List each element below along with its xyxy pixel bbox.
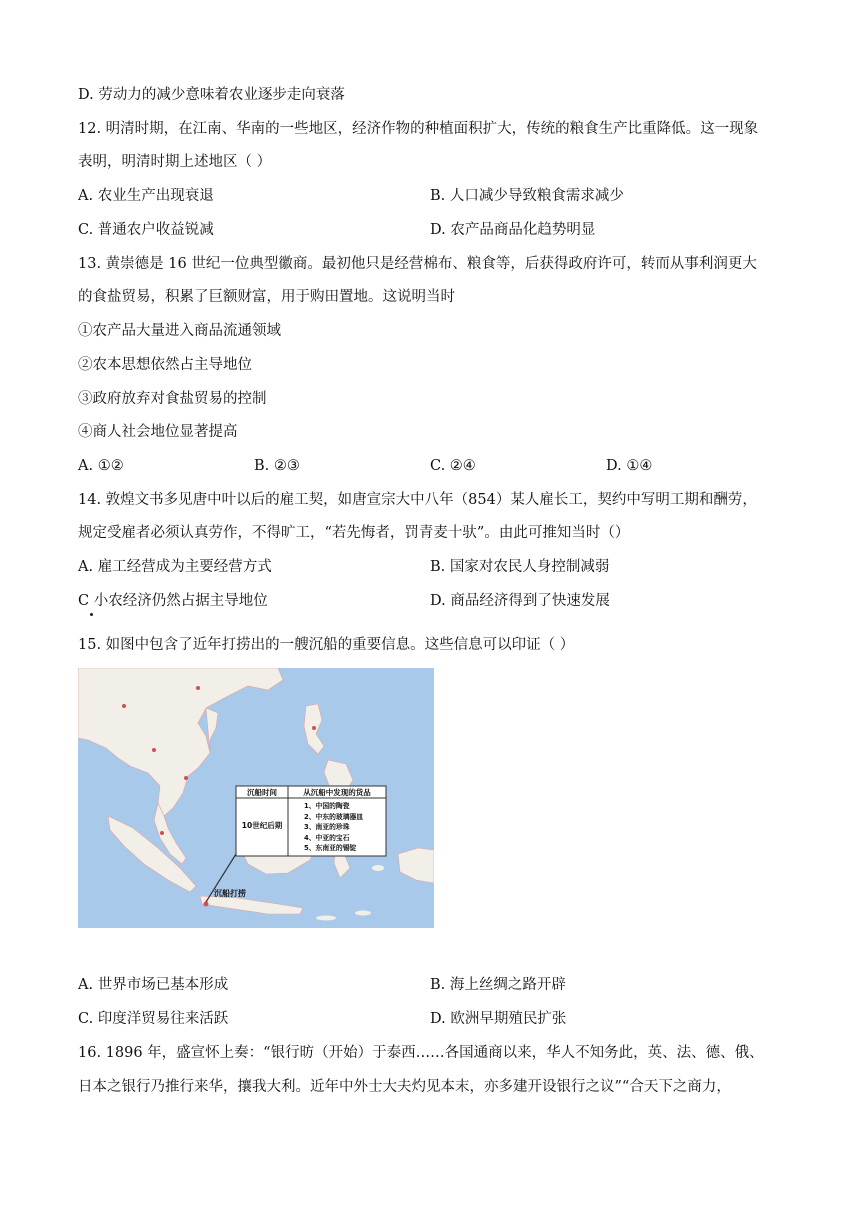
goods-item: 5、东南亚的锡锭 (304, 844, 357, 852)
q12-stem-line-2: 表明，明清时期上述地区（ ） (78, 154, 272, 170)
q14-option-b: B. 国家对农民人身控制减弱 (430, 559, 610, 575)
q15-option-a: A. 世界市场已基本形成 (78, 977, 229, 993)
q12-option-b: B. 人口减少导致粮食需求减少 (430, 188, 624, 204)
q16-line-2: 日本之银行乃推行来华，攘我大利。近年中外士大夫灼见本末，亦多建开设银行之议”“合天下之商力， (78, 1079, 731, 1095)
goods-item: 1、中国的陶瓷 (304, 802, 350, 810)
stray-dot (90, 613, 93, 616)
q13-statement-1: ①农产品大量进入商品流通领域 (78, 323, 281, 339)
goods-item: 2、中东的玻璃器皿 (304, 812, 364, 821)
q13-option-c: C. ②④ (430, 458, 476, 474)
q13-option-a: A. ①② (78, 458, 124, 474)
q13-statement-2: ②农本思想依然占主导地位 (78, 357, 252, 373)
table-header-goods: 从沉船中发现的货品 (303, 788, 371, 797)
wreck-marker (204, 902, 209, 907)
q13-statement-4: ④商人社会地位显著提高 (78, 424, 238, 440)
city-marker (122, 704, 126, 708)
goods-item: 4、中亚的宝石 (304, 833, 350, 842)
q13-option-b: B. ②③ (254, 458, 300, 474)
q12-option-c: C. 普通农户收益锐减 (78, 222, 214, 238)
table-period: 10世纪后期 (241, 821, 283, 830)
island (372, 865, 384, 871)
city-marker (184, 776, 188, 780)
map-svg (78, 668, 434, 928)
city-marker (312, 726, 316, 730)
q13-stem-line-1: 13. 黄崇德是 16 世纪一位典型徽商。最初他只是经营棉布、粮食等，后获得政府许可，转而从事利润更大 (78, 256, 757, 272)
q15-stem: 15. 如图中包含了近年打捞出的一艘沉船的重要信息。这些信息可以印证（ ） (78, 637, 575, 653)
q12-option-d: D. 农产品商品化趋势明显 (430, 222, 596, 238)
q12-stem-line-1: 12. 明清时期，在江南、华南的一些地区，经济作物的种植面积扩大，传统的粮食生产比重降低。这一现象 (78, 121, 759, 137)
q12-option-a: A. 农业生产出现衰退 (78, 188, 214, 204)
q14-option-c: C 小农经济仍然占据主导地位 (78, 593, 268, 609)
q15-option-b: B. 海上丝绸之路开辟 (430, 977, 566, 993)
island (316, 916, 336, 921)
q14-option-d: D. 商品经济得到了快速发展 (430, 593, 610, 609)
q15-option-c: C. 印度洋贸易往来活跃 (78, 1011, 229, 1027)
city-marker (196, 686, 200, 690)
goods-list (304, 801, 386, 854)
shipwreck-map (78, 668, 434, 928)
q14-option-a: A. 雇工经营成为主要经营方式 (78, 559, 272, 575)
q15-option-d: D. 欧洲早期殖民扩张 (430, 1011, 567, 1027)
island (355, 911, 371, 916)
city-marker (152, 748, 156, 752)
q16-line-1: 16. 1896 年，盛宣怀上奏：“银行昉（开始）于泰西……各国通商以来，华人不知务此，英、法、德、俄、 (78, 1045, 764, 1061)
wreck-label: 沉船打捞 (214, 889, 246, 898)
q14-stem-line-2: 规定受雇者必须认真劳作，不得旷工，“若先悔者，罚青麦十驮”。由此可推知当时（） (78, 525, 630, 541)
q13-statement-3: ③政府放弃对食盐贸易的控制 (78, 391, 267, 407)
goods-item: 3、南亚的珍珠 (304, 823, 350, 831)
q11-option-d: D. 劳动力的减少意味着农业逐步走向衰落 (78, 87, 345, 103)
q14-stem-line-1: 14. 敦煌文书多见唐中叶以后的雇工契，如唐宣宗大中八年（854）某人雇长工，契约中写明工期和酬劳， (78, 492, 757, 508)
q13-stem-line-2: 的食盐贸易，积累了巨额财富，用于购田置地。这说明当时 (78, 289, 455, 305)
q13-option-d: D. ①④ (606, 458, 653, 474)
city-marker (160, 831, 164, 835)
table-header-time: 沉船时间 (247, 788, 277, 797)
